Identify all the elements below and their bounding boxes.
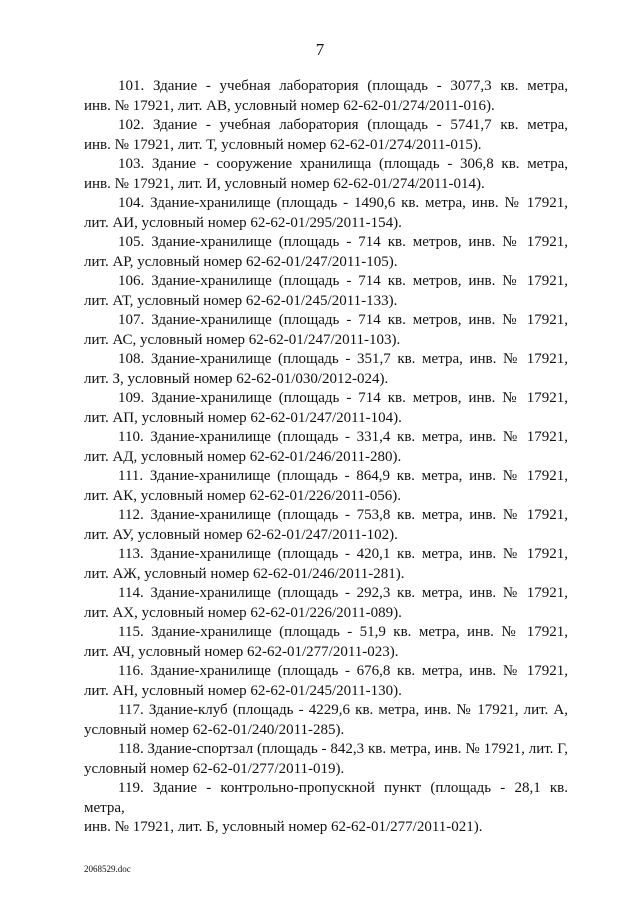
- list-item-line-continuation: лит. АК, условный номер 62-62-01/226/2011-056).: [84, 487, 402, 504]
- list-item-line-continuation: лит. АС, условный номер 62-62-01/247/2011-103).: [84, 331, 401, 348]
- list-item-line-first: 101. Здание - учебная лаборатория (площадь - 3077,3 кв. метра,: [118, 78, 568, 94]
- document-body: [84, 77, 568, 838]
- list-item-line-first: 108. Здание-хранилище (площадь - 351,7 кв. метра, инв. № 17921,: [118, 351, 568, 367]
- list-item-line-continuation: лит. АД, условный номер 62-62-01/246/2011-280).: [84, 448, 402, 465]
- list-item: [84, 155, 568, 194]
- list-item: [84, 506, 568, 545]
- list-item-line-first: 119. Здание - контрольно-пропускной пункт (площадь - 28,1 кв. метра,: [84, 780, 568, 816]
- list-item-line-continuation: инв. № 17921, лит. Т, условный номер 62-62-01/274/2011-015).: [84, 136, 482, 153]
- list-item-line-first: 110. Здание-хранилище (площадь - 331,4 кв. метра, инв. № 17921,: [118, 429, 568, 445]
- list-item-line-continuation: лит. АП, условный номер 62-62-01/247/2011-104).: [84, 409, 402, 426]
- list-item-line-continuation: лит. АИ, условный номер 62-62-01/295/2011-154).: [84, 214, 402, 231]
- page-number: 7: [315, 40, 325, 59]
- list-item: [84, 467, 568, 506]
- list-item-line-first: 114. Здание-хранилище (площадь - 292,3 кв. метра, инв. № 17921,: [118, 585, 568, 601]
- list-item: [84, 428, 568, 467]
- list-item-line-continuation: инв. № 17921, лит. АВ, условный номер 62-62-01/274/2011-016).: [84, 97, 495, 114]
- list-item: [84, 311, 568, 350]
- list-item: [84, 77, 568, 116]
- list-item-line-continuation: условный номер 62-62-01/277/2011-019).: [84, 760, 345, 777]
- list-item: [84, 740, 568, 779]
- list-item-line-first: 107. Здание-хранилище (площадь - 714 кв. метров, инв. № 17921,: [118, 312, 568, 328]
- list-item-line-continuation: лит. АУ, условный номер 62-62-01/247/2011-102).: [84, 526, 398, 543]
- list-item-line-first: 115. Здание-хранилище (площадь - 51,9 кв. метра, инв. № 17921,: [118, 624, 568, 640]
- list-item-line-continuation: лит. АТ, условный номер 62-62-01/245/2011-133).: [84, 292, 398, 309]
- list-item-line-first: 109. Здание-хранилище (площадь - 714 кв. метров, инв. № 17921,: [118, 390, 568, 406]
- list-item: [84, 623, 568, 662]
- list-item: [84, 584, 568, 623]
- list-item: [84, 194, 568, 233]
- list-item-line-first: 102. Здание - учебная лаборатория (площадь - 5741,7 кв. метра,: [118, 117, 568, 133]
- list-item: [84, 116, 568, 155]
- list-item-line-first: 118. Здание-спортзал (площадь - 842,3 кв. метра, инв. № 17921, лит. Г,: [118, 741, 568, 757]
- list-item-line-continuation: инв. № 17921, лит. И, условный номер 62-62-01/274/2011-014).: [84, 175, 485, 192]
- list-item-line-first: 105. Здание-хранилище (площадь - 714 кв. метров, инв. № 17921,: [118, 234, 568, 250]
- list-item-line-continuation: лит. АР, условный номер 62-62-01/247/2011-105).: [84, 253, 398, 270]
- list-item: [84, 779, 568, 838]
- list-item: [84, 701, 568, 740]
- list-item: [84, 233, 568, 272]
- list-item-line-first: 103. Здание - сооружение хранилища (площадь - 306,8 кв. метра,: [118, 156, 568, 172]
- list-item-line-continuation: лит. АХ, условный номер 62-62-01/226/2011-089).: [84, 604, 402, 621]
- list-item: [84, 272, 568, 311]
- list-item-line-continuation: лит. З, условный номер 62-62-01/030/2012-024).: [84, 370, 389, 387]
- list-item-line-continuation: лит. АЧ, условный номер 62-62-01/277/2011-023).: [84, 643, 399, 660]
- list-item-line-first: 117. Здание-клуб (площадь - 4229,6 кв. метра, инв. № 17921, лит. А,: [118, 702, 568, 718]
- list-item-line-continuation: лит. АЖ, условный номер 62-62-01/246/2011-281).: [84, 565, 405, 582]
- list-item-line-first: 106. Здание-хранилище (площадь - 714 кв. метров, инв. № 17921,: [118, 273, 568, 289]
- list-item: [84, 545, 568, 584]
- list-item: [84, 350, 568, 389]
- list-item: [84, 389, 568, 428]
- list-item-line-first: 111. Здание-хранилище (площадь - 864,9 кв. метра, инв. № 17921,: [118, 468, 568, 484]
- list-item-line-continuation: инв. № 17921, лит. Б, условный номер 62-62-01/277/2011-021).: [84, 819, 483, 835]
- list-item-line-first: 116. Здание-хранилище (площадь - 676,8 кв. метра, инв. № 17921,: [118, 663, 568, 679]
- list-item-line-continuation: лит. АН, условный номер 62-62-01/245/2011-130).: [84, 682, 402, 699]
- document-filename: 2068529.doc: [84, 864, 131, 874]
- list-item-line-continuation: условный номер 62-62-01/240/2011-285).: [84, 721, 345, 738]
- list-item-line-first: 104. Здание-хранилище (площадь - 1490,6 кв. метра, инв. № 17921,: [118, 195, 568, 211]
- list-item-line-first: 112. Здание-хранилище (площадь - 753,8 кв. метра, инв. № 17921,: [118, 507, 568, 523]
- list-item: [84, 662, 568, 701]
- list-item-line-first: 113. Здание-хранилище (площадь - 420,1 кв. метра, инв. № 17921,: [118, 546, 568, 562]
